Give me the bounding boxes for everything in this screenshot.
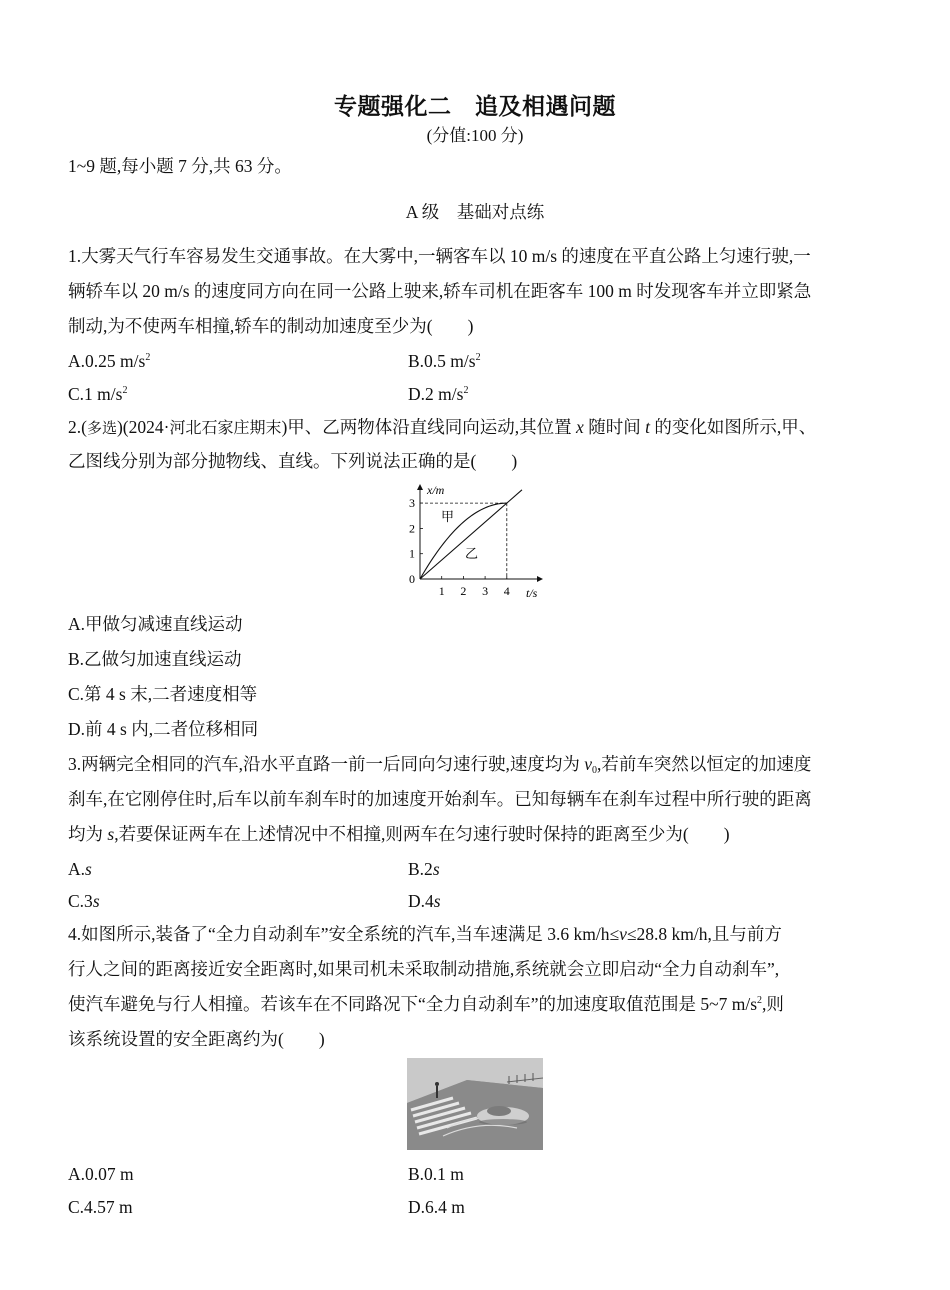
label-yi: 乙 [465,547,479,562]
q3-line-3: 均为 s,若要保证两车在上述情况中不相撞,则两车在匀速行驶时保持的距离至少为( ) [68,824,730,844]
q2-option-c: C.第 4 s 末,二者速度相等 [68,684,258,704]
q4-line-2: 行人之间的距离接近安全距离时,如果司机未采取制动措施,系统就会立即启动“全力自动刹车”, [68,959,780,979]
q2-line-1: 2.(多选)(2024·河北石家庄期末)甲、乙两物体沿直线同向运动,其位置 x 随时间 t 的变化如图所示,甲、 [68,417,817,437]
position-time-graph [405,480,550,605]
page-title: 专题强化二 追及相遇问题 [334,94,616,120]
car-crosswalk-photo [407,1058,543,1150]
q2-option-d: D.前 4 s 内,二者位移相同 [68,719,259,739]
y-axis-label: x/m [427,483,445,497]
section-heading: A 级 基础对点练 [405,202,545,222]
q3-option-b: B.2s [408,859,440,879]
q4-line-3: 使汽车避免与行人相撞。若该车在不同路况下“全力自动刹车”的加速度取值范围是 5~7 $m/s^2$,则 [68,994,784,1014]
q4-option-a: A.0.07 m [68,1164,134,1184]
y-tick-label-0: 0 [409,572,415,586]
label-jia: 甲 [441,510,455,525]
q4-option-d: D.6.4 m [408,1197,465,1217]
y-tick-label-2: 2 [409,521,415,536]
q3-line-2: 刹车,在它刚停住时,后车以前车刹车时的加速度开始刹车。已知每辆车在刹车过程中所行驶的距离 [68,789,812,809]
intro-text: 1~9 题,每小题 7 分,共 63 分。 [68,156,292,176]
q1-line-1: 1.大雾天气行车容易发生交通事故。在大雾中,一辆客车以 10 m/s 的速度在平直公路上匀速行驶,一 [68,246,811,266]
y-tick-label-1: 1 [409,546,415,561]
x-axis-label: t/s [526,586,538,600]
q1-option-a: A.0.25 $m/s^2$ [68,351,151,371]
y-tick-labels [409,496,423,586]
q2-option-a: A.甲做匀减速直线运动 [68,614,243,634]
q1-line-3: 制动,为不使两车相撞,轿车的制动加速度至少为( ) [68,316,474,336]
x-tick-label-2: 2 [460,584,467,598]
q2-line-2: 乙图线分别为部分抛物线、直线。下列说法正确的是( ) [68,451,518,471]
q4-line-4: 该系统设置的安全距离约为( ) [68,1029,325,1049]
q1-line-2: 辆轿车以 20 m/s 的速度同方向在同一公路上驶来,轿车司机在距客车 100 m 时发现客车并立即紧急 [68,281,812,301]
q3-option-a: A.s [68,859,92,879]
y-tick-label-3: 3 [409,496,415,511]
q1-option-c: C.1 $m/s^2$ [68,384,128,404]
q3-option-d: D.4s [408,891,441,911]
q4-option-b: B.0.1 m [408,1164,464,1184]
q2-option-b: B.乙做匀加速直线运动 [68,649,242,669]
x-tick-label-1: 1 [438,584,445,598]
q4-option-c: C.4.57 m [68,1197,133,1217]
q1-option-d: D.2 $m/s^2$ [408,384,469,404]
x-tick-label-4: 4 [503,584,510,598]
q3-line-1: 3.两辆完全相同的汽车,沿水平直路一前一后同向匀速行驶,速度均为 $v_0$,若前车突然以恒定的加速度 [68,754,812,776]
score-subtitle: (分值:100 分) [426,126,524,145]
q1-option-b: B.0.5 $m/s^2$ [408,351,481,371]
x-tick-label-3: 3 [482,584,489,598]
q3-option-c: C.3s [68,891,100,911]
q4-line-1: 4.如图所示,装备了“全力自动刹车”安全系统的汽车,当车速满足 3.6 km/h≤v≤28.8 km/h,且与前方 [68,924,782,944]
